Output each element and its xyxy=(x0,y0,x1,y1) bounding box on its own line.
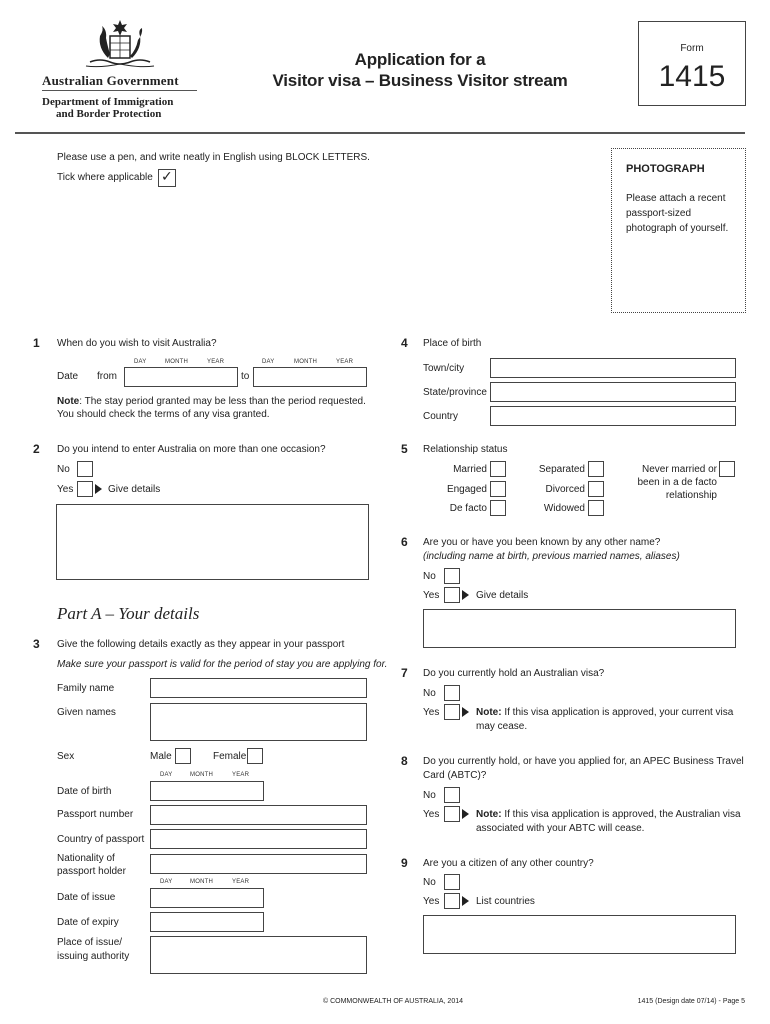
form-title-line2: Visitor visa – Business Visitor stream xyxy=(272,71,568,90)
family-name-label: Family name xyxy=(57,683,115,694)
dob-input[interactable] xyxy=(150,781,264,801)
govt-name: Australian Government xyxy=(42,73,179,88)
header-rule-logo xyxy=(42,90,197,91)
tick-label: Tick where applicable xyxy=(57,172,153,183)
q9-question: Are you a citizen of any other country? xyxy=(423,858,594,869)
q7-note-bold: Note: xyxy=(476,707,502,718)
q8-arrow-icon xyxy=(462,809,469,819)
q3-hint: Make sure your passport is valid for the period of stay you are applying for. xyxy=(57,659,388,670)
q1-note-line1 xyxy=(57,395,366,409)
state-label: State/province xyxy=(423,387,487,398)
nationality-label-line2: passport holder xyxy=(57,866,126,877)
married-checkbox[interactable] xyxy=(490,461,506,477)
separated-label: Separated xyxy=(538,464,585,475)
q7-question: Do you currently hold an Australian visa? xyxy=(423,668,605,679)
place-of-issue-line1: Place of issue/ xyxy=(57,937,123,948)
photograph-line2: passport-sized xyxy=(626,208,692,219)
q7-note-line1 xyxy=(476,706,733,720)
passport-number-input[interactable] xyxy=(150,805,367,825)
q2-no-label: No xyxy=(57,464,70,475)
q1-from-date-input[interactable] xyxy=(124,367,238,387)
q8-no-label: No xyxy=(423,790,436,801)
q7-yes-checkbox[interactable] xyxy=(444,704,460,720)
q6-details-label: Give details xyxy=(476,590,529,601)
q6-no-checkbox[interactable] xyxy=(444,568,460,584)
q7-note-text: If this visa application is approved, your current visa xyxy=(501,707,734,718)
town-label: Town/city xyxy=(423,363,465,374)
header-divider xyxy=(15,132,745,134)
q1-to-month-label: MONTH xyxy=(294,359,317,365)
separated-checkbox[interactable] xyxy=(588,461,604,477)
q7-no-label: No xyxy=(423,688,436,699)
q5-number: 5 xyxy=(401,442,408,456)
q3-question: Give the following details exactly as they appear in your passport xyxy=(57,639,345,650)
q2-no-checkbox[interactable] xyxy=(77,461,93,477)
photograph-title: PHOTOGRAPH xyxy=(626,163,705,175)
q2-yes-label: Yes xyxy=(57,484,74,495)
q1-to-day-label: DAY xyxy=(262,359,275,365)
q8-yes-checkbox[interactable] xyxy=(444,806,460,822)
female-label: Female xyxy=(213,751,247,762)
form-title-line1: Application for a xyxy=(354,50,486,69)
q1-note-bold: Note xyxy=(57,396,80,407)
defacto-checkbox[interactable] xyxy=(490,500,506,516)
town-input[interactable] xyxy=(490,358,736,378)
doi-month-label: MONTH xyxy=(190,879,213,885)
date-of-expiry-input[interactable] xyxy=(150,912,264,932)
q6-yes-label: Yes xyxy=(423,590,440,601)
q6-arrow-icon xyxy=(462,590,469,600)
tick-mark-icon: ✓ xyxy=(161,169,173,185)
coat-of-arms-icon xyxy=(80,18,160,74)
q6-question: Are you or have you been known by any other name? xyxy=(423,537,661,548)
q6-yes-checkbox[interactable] xyxy=(444,587,460,603)
q9-no-checkbox[interactable] xyxy=(444,874,460,890)
defacto-label: De facto xyxy=(449,503,487,514)
q8-yes-label: Yes xyxy=(423,809,440,820)
q7-no-checkbox[interactable] xyxy=(444,685,460,701)
q7-note-line2: may cease. xyxy=(476,721,528,732)
q8-note-line2: associated with your ABTC will cease. xyxy=(476,823,645,834)
given-names-label: Given names xyxy=(57,707,116,718)
q6-number: 6 xyxy=(401,535,408,549)
date-of-issue-label: Date of issue xyxy=(57,892,116,903)
female-checkbox[interactable] xyxy=(247,748,263,764)
q8-note-text: If this visa application is approved, the Australian visa xyxy=(501,809,741,820)
department-line1: Department of Immigration xyxy=(42,96,174,108)
country-passport-input[interactable] xyxy=(150,829,367,849)
q1-from-month-label: MONTH xyxy=(165,359,188,365)
country-passport-label: Country of passport xyxy=(57,834,145,845)
male-label: Male xyxy=(150,751,172,762)
dob-label: Date of birth xyxy=(57,786,112,797)
tick-example-box xyxy=(158,169,176,187)
q1-from-label: from xyxy=(97,371,117,382)
q9-arrow-icon xyxy=(462,896,469,906)
q7-arrow-icon xyxy=(462,707,469,717)
form-label: Form xyxy=(680,43,704,54)
q1-from-year-label: YEAR xyxy=(207,359,225,365)
q1-number: 1 xyxy=(33,336,40,350)
passport-number-label: Passport number xyxy=(57,809,134,820)
place-of-issue-line2: issuing authority xyxy=(57,951,130,962)
q8-note-line1 xyxy=(476,808,741,822)
date-of-issue-input[interactable] xyxy=(150,888,264,908)
q6-hint: (including name at birth, previous married names, aliases) xyxy=(423,551,680,562)
engaged-label: Engaged xyxy=(446,484,487,495)
doi-day-label: DAY xyxy=(160,879,173,885)
date-of-expiry-label: Date of expiry xyxy=(57,917,119,928)
q8-number: 8 xyxy=(401,754,408,768)
state-input[interactable] xyxy=(490,382,736,402)
q1-to-label: to xyxy=(241,371,250,382)
married-label: Married xyxy=(453,464,487,475)
q7-yes-label: Yes xyxy=(423,707,440,718)
photograph-line3: photograph of yourself. xyxy=(626,223,729,234)
q9-yes-checkbox[interactable] xyxy=(444,893,460,909)
q1-note-line2: You should check the terms of any visa granted. xyxy=(57,409,270,420)
country-input[interactable] xyxy=(490,406,736,426)
photograph-line1: Please attach a recent xyxy=(626,193,726,204)
q7-number: 7 xyxy=(401,666,408,680)
q8-question-line2: Card (ABTC)? xyxy=(423,770,487,781)
q2-arrow-icon xyxy=(95,484,102,494)
department-line2: and Border Protection xyxy=(56,108,162,120)
q9-details-textarea[interactable] xyxy=(423,915,736,954)
sex-label: Sex xyxy=(57,751,75,762)
never-married-checkbox[interactable] xyxy=(719,461,735,477)
q6-no-label: No xyxy=(423,571,436,582)
dob-month-label: MONTH xyxy=(190,772,213,778)
widowed-label: Widowed xyxy=(543,503,585,514)
engaged-checkbox[interactable] xyxy=(490,481,506,497)
q9-details-label: List countries xyxy=(476,896,535,907)
q1-date-label: Date xyxy=(57,371,79,382)
nationality-input[interactable] xyxy=(150,854,367,874)
q4-question: Place of birth xyxy=(423,338,482,349)
q2-number: 2 xyxy=(33,442,40,456)
q2-question: Do you intend to enter Australia on more than one occasion? xyxy=(57,444,326,455)
form-number: 1415 xyxy=(658,60,726,93)
footer-design-date: 1415 (Design date 07/14) - Page 5 xyxy=(637,998,745,1005)
nationality-label-line1: Nationality of xyxy=(57,853,115,864)
divorced-label: Divorced xyxy=(545,484,585,495)
form-number-box xyxy=(638,21,746,106)
part-a-title: Part A – Your details xyxy=(57,604,200,623)
q4-number: 4 xyxy=(401,336,408,350)
q2-yes-checkbox[interactable] xyxy=(77,481,93,497)
q2-details-label: Give details xyxy=(108,484,161,495)
q8-no-checkbox[interactable] xyxy=(444,787,460,803)
dob-year-label: YEAR xyxy=(232,772,250,778)
q1-to-date-input[interactable] xyxy=(253,367,367,387)
male-checkbox[interactable] xyxy=(175,748,191,764)
q9-yes-label: Yes xyxy=(423,896,440,907)
divorced-checkbox[interactable] xyxy=(588,481,604,497)
doi-year-label: YEAR xyxy=(232,879,250,885)
q1-to-year-label: YEAR xyxy=(336,359,354,365)
q8-question-line1: Do you currently hold, or have you applied for, an APEC Business Travel xyxy=(423,756,744,767)
q6-details-textarea[interactable] xyxy=(423,609,736,648)
footer-copyright: © COMMONWEALTH OF AUSTRALIA, 2014 xyxy=(323,998,463,1005)
q9-no-label: No xyxy=(423,877,436,888)
dob-day-label: DAY xyxy=(160,772,173,778)
q9-number: 9 xyxy=(401,856,408,870)
never-married-line2: been in a de facto xyxy=(637,477,717,488)
q8-note-bold: Note: xyxy=(476,809,502,820)
coat-of-arms-logo xyxy=(80,18,160,74)
q1-note-text: : The stay period granted may be less than the period requested. xyxy=(79,396,366,407)
never-married-line1: Never married or xyxy=(641,464,717,475)
q2-details-textarea[interactable] xyxy=(56,504,369,580)
q3-number: 3 xyxy=(33,637,40,651)
place-of-issue-input[interactable] xyxy=(150,936,367,974)
q1-from-day-label: DAY xyxy=(134,359,147,365)
photograph-box xyxy=(611,148,746,313)
country-label: Country xyxy=(423,411,459,422)
q5-question: Relationship status xyxy=(423,444,508,455)
given-names-input[interactable] xyxy=(150,703,367,741)
widowed-checkbox[interactable] xyxy=(588,500,604,516)
q1-question: When do you wish to visit Australia? xyxy=(57,338,217,349)
instruction-text: Please use a pen, and write neatly in English using BLOCK LETTERS. xyxy=(57,152,370,163)
family-name-input[interactable] xyxy=(150,678,367,698)
never-married-line3: relationship xyxy=(665,490,717,501)
